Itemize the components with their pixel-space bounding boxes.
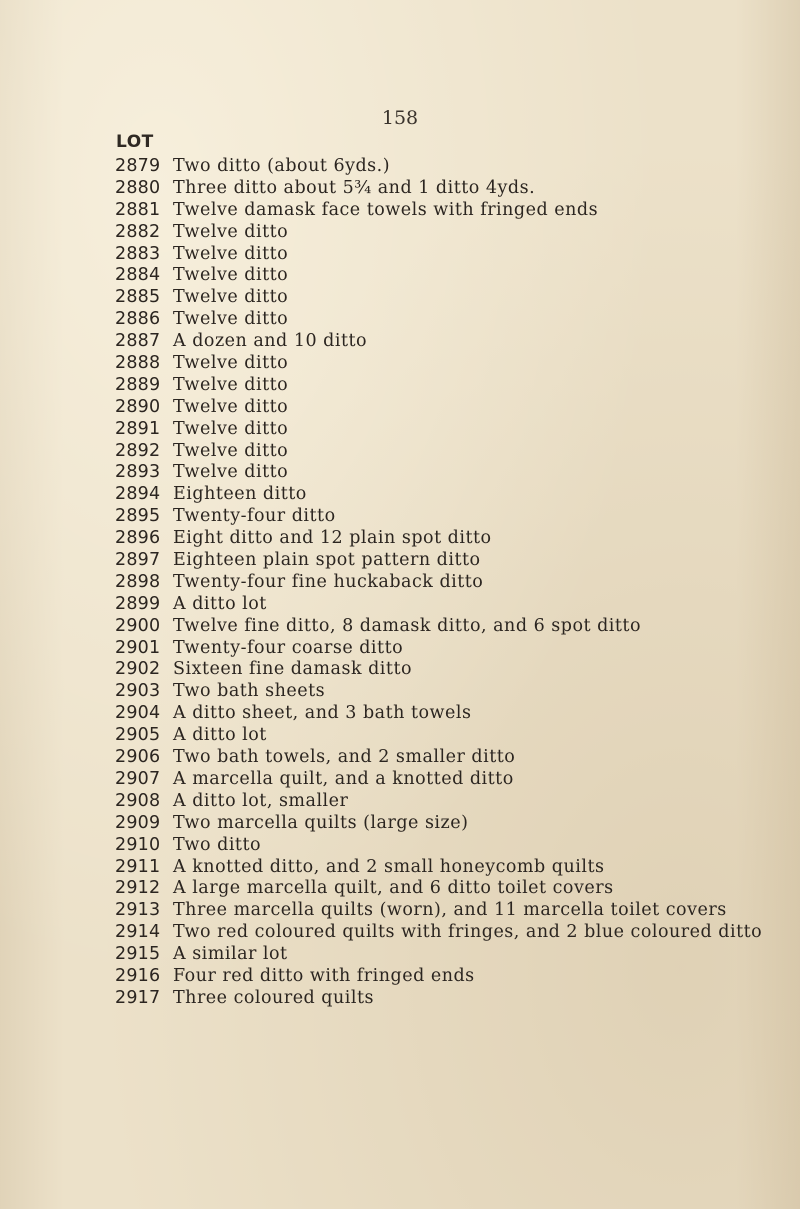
- lot-description: Three marcella quilts (worn), and 11 marcella toilet covers: [173, 900, 727, 921]
- lot-number: 2896: [115, 528, 161, 549]
- lot-number: 2912: [115, 878, 161, 899]
- lot-row: [0, 878, 800, 900]
- lot-number: 2888: [115, 353, 161, 374]
- lot-number: 2913: [115, 900, 161, 921]
- lot-description: Two bath sheets: [173, 681, 326, 702]
- lot-number: 2911: [115, 856, 161, 877]
- lot-description: Twenty-four coarse ditto: [173, 637, 404, 658]
- lot-description: Twelve ditto: [173, 287, 289, 308]
- lot-row: [0, 375, 800, 397]
- lot-number: 2881: [115, 199, 161, 220]
- lot-row: [0, 900, 800, 922]
- lot-row: [0, 922, 800, 944]
- lot-description: Twelve ditto: [173, 462, 289, 483]
- lot-row: [0, 747, 800, 769]
- lot-number: 2910: [115, 834, 161, 855]
- lot-row: [0, 966, 800, 988]
- lot-row: [0, 944, 800, 966]
- lot-number: 2900: [115, 615, 161, 636]
- lot-row: [0, 156, 800, 178]
- lot-row: [0, 703, 800, 725]
- lot-number: 2908: [115, 790, 161, 811]
- lot-row: [0, 988, 800, 1010]
- lot-number: 2892: [115, 440, 161, 461]
- lot-description: A dozen and 10 ditto: [173, 331, 368, 352]
- lot-description: A large marcella quilt, and 6 ditto toilet covers: [173, 878, 614, 899]
- lot-description: Three ditto about 5¾ and 1 ditto 4yds.: [173, 177, 536, 198]
- lot-description: A ditto lot: [173, 593, 267, 614]
- lot-description: Twelve fine ditto, 8 damask ditto, and 6 spot ditto: [173, 615, 641, 636]
- lot-row: [0, 331, 800, 353]
- lot-description: A marcella quilt, and a knotted ditto: [173, 768, 514, 789]
- lot-row: [0, 594, 800, 616]
- lot-number: 2914: [115, 922, 161, 943]
- lot-number: 2898: [115, 571, 161, 592]
- lot-number: 2906: [115, 747, 161, 768]
- lot-number: 2894: [115, 484, 161, 505]
- lot-row: [0, 550, 800, 572]
- lot-row: [0, 791, 800, 813]
- lot-number: 2885: [115, 287, 161, 308]
- lot-description: Twenty-four fine huckaback ditto: [173, 571, 484, 592]
- lot-description: Twelve ditto: [173, 374, 289, 395]
- lot-description: Twelve ditto: [173, 418, 289, 439]
- lot-description: Twelve damask face towels with fringed ends: [173, 199, 599, 220]
- lot-number: 2901: [115, 637, 161, 658]
- lot-description: Eighteen plain spot pattern ditto: [173, 550, 481, 571]
- lot-row: [0, 528, 800, 550]
- lot-row: [0, 244, 800, 266]
- lot-description: Eight ditto and 12 plain spot ditto: [173, 528, 492, 549]
- lot-description: Eighteen ditto: [173, 484, 307, 505]
- lot-description: Twenty-four ditto: [173, 506, 336, 527]
- lot-description: Twelve ditto: [173, 221, 289, 242]
- lot-description: Four red ditto with fringed ends: [173, 965, 475, 986]
- lot-row: [0, 725, 800, 747]
- lot-description: Three coloured quilts: [173, 987, 374, 1008]
- lot-row: [0, 857, 800, 879]
- lot-row: [0, 506, 800, 528]
- lot-number: 2887: [115, 331, 161, 352]
- lot-row: [0, 200, 800, 222]
- lot-description: A ditto sheet, and 3 bath towels: [173, 703, 472, 724]
- lot-row: [0, 462, 800, 484]
- lot-description: Twelve ditto: [173, 265, 289, 286]
- lot-number: 2905: [115, 725, 161, 746]
- lot-row: [0, 397, 800, 419]
- lot-description: Twelve ditto: [173, 396, 289, 417]
- lot-list: [0, 156, 800, 1010]
- lot-number: 2915: [115, 944, 161, 965]
- lot-number: 2902: [115, 659, 161, 680]
- lot-description: Twelve ditto: [173, 353, 289, 374]
- lot-number: 2904: [115, 703, 161, 724]
- lot-number: 2899: [115, 593, 161, 614]
- lot-description: Two bath towels, and 2 smaller ditto: [173, 747, 516, 768]
- lot-number: 2907: [115, 768, 161, 789]
- lot-number: 2886: [115, 309, 161, 330]
- lot-number: 2884: [115, 265, 161, 286]
- lot-number: 2891: [115, 418, 161, 439]
- lot-description: Twelve ditto: [173, 309, 289, 330]
- lot-number: 2917: [115, 987, 161, 1008]
- lot-row: [0, 287, 800, 309]
- lot-row: [0, 681, 800, 703]
- lot-row: [0, 638, 800, 660]
- lot-description: Two red coloured quilts with fringes, and 2 blue coloured ditto: [173, 922, 763, 943]
- lot-description: Sixteen fine damask ditto: [173, 659, 413, 680]
- lot-row: [0, 572, 800, 594]
- lot-number: 2909: [115, 812, 161, 833]
- lot-row: [0, 484, 800, 506]
- lot-description: Two ditto: [173, 834, 262, 855]
- lot-row: [0, 441, 800, 463]
- lot-row: [0, 616, 800, 638]
- lot-description: A similar lot: [173, 944, 288, 965]
- lot-row: [0, 265, 800, 287]
- lot-number: 2897: [115, 550, 161, 571]
- lot-column-header: LOT: [116, 132, 154, 152]
- lot-number: 2889: [115, 374, 161, 395]
- lot-number: 2903: [115, 681, 161, 702]
- lot-description: Two marcella quilts (large size): [173, 812, 469, 833]
- lot-row: [0, 222, 800, 244]
- lot-description: Two ditto (about 6yds.): [173, 156, 391, 176]
- lot-number: 2880: [115, 177, 161, 198]
- lot-row: [0, 769, 800, 791]
- lot-description: Twelve ditto: [173, 243, 289, 264]
- lot-description: A ditto lot: [173, 725, 267, 746]
- lot-description: A knotted ditto, and 2 small honeycomb quilts: [173, 856, 605, 877]
- lot-number: 2882: [115, 221, 161, 242]
- page-number: 158: [381, 107, 419, 129]
- lot-number: 2890: [115, 396, 161, 417]
- lot-row: [0, 178, 800, 200]
- lot-description: Twelve ditto: [173, 440, 289, 461]
- lot-row: [0, 419, 800, 441]
- lot-row: [0, 835, 800, 857]
- lot-number: 2916: [115, 965, 161, 986]
- lot-number: 2879: [115, 156, 161, 176]
- lot-description: A ditto lot, smaller: [173, 790, 349, 811]
- lot-row: [0, 659, 800, 681]
- lot-row: [0, 813, 800, 835]
- lot-row: [0, 353, 800, 375]
- lot-number: 2895: [115, 506, 161, 527]
- lot-row: [0, 309, 800, 331]
- lot-number: 2883: [115, 243, 161, 264]
- lot-number: 2893: [115, 462, 161, 483]
